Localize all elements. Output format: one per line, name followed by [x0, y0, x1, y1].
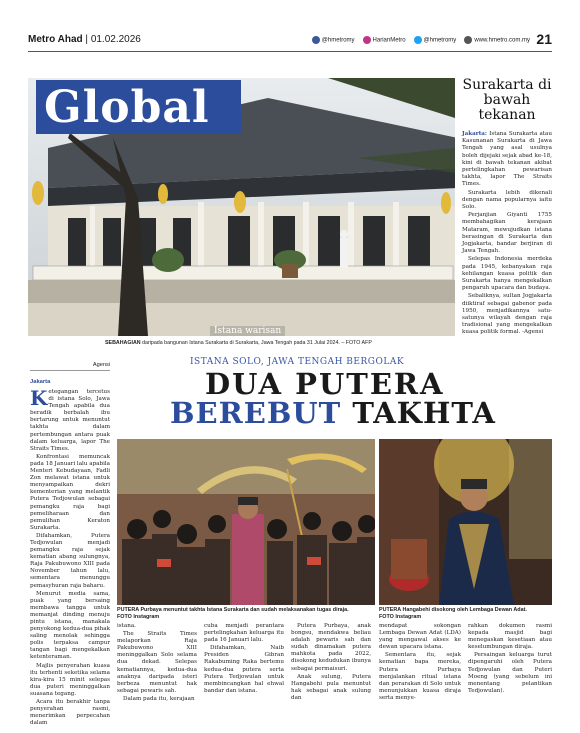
publication-name: Metro Ahad — [28, 34, 83, 45]
page-header — [28, 30, 552, 50]
article-column-6: rahkan dokumen rasmi kepada masjid bagi menegaskan kesetiaan atau keselumbungan diraja. Persaingan keluarga turut dipengaruhi oleh Putera Tedjowulan dan Puteri Moeng (yang sebelum ini menentang pelantikan Tedjowulan). — [468, 623, 552, 694]
headline-line-1: DUA PUTERA — [205, 367, 445, 401]
masthead: Metro Ahad | 01.02.2026 — [28, 34, 141, 45]
social-twitter[interactable]: @hmetromy — [414, 36, 457, 44]
procession-photo-caption: PUTERA Purbaya menuntut takhta Istana Surakarta dan sudah melaksanakan tugas diraja. FOTO Instagram — [117, 607, 349, 620]
main-photo-label: Istana warisan — [210, 326, 285, 336]
page-number: 21 — [536, 31, 552, 47]
article-column-5: mendapat sokongan Lembaga Dewan Adat (LDA) yang mengawal akses ke dewan upacara istana. Sementara itu, sejak kematian bapa mereka, Putera Purbaya menjalankan ritual istana dan perarakan di Solo untuk menunjukkan kuasa diraja serta menye- — [379, 623, 461, 701]
social-links — [312, 36, 530, 44]
portrait-illustration — [379, 439, 552, 605]
section-banner — [36, 80, 241, 134]
article-column-4: Putera Purbaya, anak bongsu, mendakwa beliau adalah pewaris sah dan sudah dinamakan putera mahkota pada 2022, disokong kedudukan ibunya sebagai permaisuri. Anak sulung, Putera Hangabehi pula menuntut hak sebagai anak sulung dan — [291, 623, 371, 701]
dateline: Jakarta — [30, 379, 51, 385]
side-story — [462, 78, 552, 338]
article-kicker: ISTANA SOLO, JAWA TENGAH BERGOLAK — [190, 357, 405, 367]
issue-date: 01.02.2026 — [90, 34, 141, 45]
byline: Agensi — [30, 362, 110, 371]
section-title: Global — [44, 82, 210, 133]
side-story-text: Jakarta: Istana Surakarta atau Kasunanan Surakarta di Jawa Tengah yang asal usulnya boleh dijejaki sejak abad ke-18, kini di bawah tekanan akibat pertelingkahan pewarisan takhta, lapor The Straits Times. Surakarta lebih dikenali dengan nama popularnya iaitu Solo. Perjanjian Giyanti 1755 membahagikan kerajaan Mataram, mewujudkan istana berasingan di Surakarta dan Jogjakarta, bandar berjiran di Jawa Tengah. Selepas Indonesia merdeka pada 1945, kebanyakan raja kehilangan kuasa politik dan Surakarta hanya mengekalkan pengaruh upacara dan budaya. Sebaliknya, sultan Jogjakarta diiktiraf sebagai gabenor pada 1950, menjadikannya satu-satunya wilayah dengan raja tradisional yang mengekalkan kuasa politik formal. -Agensi — [462, 131, 552, 336]
social-instagram[interactable]: HarianMetro — [363, 36, 406, 44]
main-photo-caption: SEBAHAGIAN daripada bangunan Istana Surakarta di Surakarta, Jawa Tengah pada 31 Julai 2024. – FOTO AFP — [105, 340, 372, 346]
header-divider — [28, 51, 552, 52]
facebook-icon — [312, 36, 320, 44]
headline-line-2: BEREBUT TAKHTA — [170, 396, 496, 430]
portrait-photo — [379, 439, 552, 605]
social-facebook[interactable]: @hmetromy — [312, 36, 355, 44]
article-first-column: Agensi Jakarta Ketegangan tercetus di istana Solo, Jawa Tengah apabila dua beradik berbalah ibu bertarung untuk menuntut takhta dalam pertembungan antara puak dalam keluarga, lapor The Straits Times. Konfrontasi memuncak pada 18 Januari lalu apabila Menteri Kebudayaan, Fadli Zon melawat istana untuk menyampaikan dekri kementerian yang melantik Putera Tedjowulan sebagai pemangku raja bagi pemeliharaan dan pemulihan Keraton Surakarta. Difahamkan, Putera Tedjowulan menjadi pemangku raja sejak kematian abang sulungnya, Raja Pakubuwono XIII pada November tahun lalu, sementara menunggu pemasyhuran raja baharu. Menurut media sama, puak yang bersaing membawa tangga untuk memanjat dinding menuju pintu istana, manakala penyokong kedua-dua pihak saling menolak sehingga polis terpaksa campur tangan bagi mengekalkan ketenteraman. Majlis penyerahan kuasa itu terhenti seketika selama kira-kira 15 minit selepas dua puteri meninggalkan suasana tegang. Acara itu berakhir tanpa penyerahan rasmi, menerimkan perpecahan dalam — [30, 362, 110, 727]
social-web[interactable]: www.hmetro.com.my — [464, 36, 530, 44]
twitter-icon — [414, 36, 422, 44]
web-icon — [464, 36, 472, 44]
portrait-photo-caption: PUTERA Hangabehi disokong oleh Lembaga Dewan Adat. FOTO Instagram — [379, 607, 527, 620]
article-column-2: istana. The Straits Times melaporkan Raja Pakubuwono XIII meninggalkan Solo selama dua dekad. Selepas kematiannya, kedua-dua anaknya daripada isteri berbeza menuntut hak sebagai pewaris sah. Dalam pada itu, kerajaan — [117, 623, 197, 702]
procession-photo — [117, 439, 375, 605]
side-story-title: Surakarta di bawah tekanan — [462, 77, 552, 123]
instagram-icon — [363, 36, 371, 44]
article-column-3: cuba menjadi perantara pertelingkahan keluarga itu pada 16 Januari lalu. Difahamkan, Naib Presiden Gibran Rakabuming Raka bertemu kedua-dua putera serta Putera Tedjowulan untuk membincangkan hal ehwal bandar dan istana. — [204, 623, 284, 694]
procession-illustration — [117, 439, 375, 605]
drop-cap: K — [30, 386, 48, 410]
